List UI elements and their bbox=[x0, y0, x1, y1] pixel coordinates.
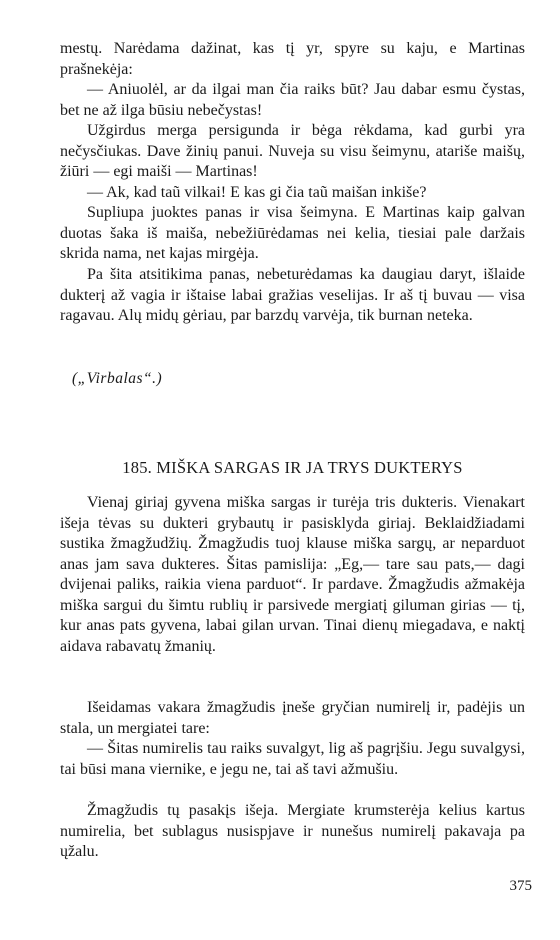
paragraph-dialogue-martinas: — Aniuolėl, ar da ilgai man čia raiks būt? Jau dabar esmu čystas, bet ne až ilga būsiu nebečystas! bbox=[60, 81, 525, 119]
source-citation: („Virbalas“.) bbox=[72, 370, 163, 387]
paragraph-girl-buries: Žmagžudis tų pasakįs išeja. Mergiate krumsterėja kelius kartus numirelia, bet sublagus nusispjave ir nunešus numirelį pakavaja pa ųžalu. bbox=[60, 802, 525, 860]
paragraph-laughter: Supliupa juoktes panas ir visa šeimyna. E Martinas kaip galvan duotas šaka iš maiša, nebežiūrėdamas nei kelia, tiesiai pale daržais skrida nama, net kajas mirgėja. bbox=[60, 204, 525, 262]
paragraph-continued: mestų. Narėdama dažinat, kas tį yr, spyre su kaju, e Martinas prašnekėja: bbox=[60, 40, 525, 78]
paragraph-maid-runs: Užgirdus merga persigunda ir bėga rėkdama, kad gurbi yra nečysčiukas. Dave žinių panui. Nuveja su visu šeimynu, atariše maišų, žiūri — egi maiši — Martinas! bbox=[60, 122, 525, 180]
paragraph-corpse-brought: Išeidamas vakara žmagžudis įneše gryčian numirelį ir, padėjis un stala, un mergiatei tare: bbox=[60, 699, 525, 737]
paragraph-lord-exclaims: — Ak, kad taũ vilkai! E kas gi čia taũ maišan inkiše? bbox=[87, 184, 427, 201]
page-number: 375 bbox=[509, 878, 532, 894]
story-title: 185. MIŠKA SARGAS IR JA TRYS DUKTERYS bbox=[122, 458, 463, 477]
paragraph-wedding: Pa šita atsitikima panas, nebeturėdamas ka daugiau daryt, išlaide dukterį až vagia ir ištaise labai gražias veselijas. Ir aš tį buvau — visa ragavau. Alų midų gėriau, par barzdų varvėja, tik burnan neteka. bbox=[60, 266, 525, 324]
paragraph-forester-daughters: Vienaj giriaj gyvena miška sargas ir turėja tris dukteris. Vienakart išeja tėvas su dukteri grybautų ir pasisklyda giriaj. Beklaidžiadami sustika žmagžudžių. Žmagžudis tuoj klause miška sargų, ar neparduot anas jam sava dukteres. Šitas pamislija: „Eg,— tare sau pats,— dagi dvijenai paliks, raikia viena parduot“. Ir pardave. Žmagžudis ažmakėja miška sargui du šimtu rublių ir parsivede mergiatį giluman girias — tį, kur anas pats gyvena, labai gilan urvan. Tinai dienų miegadava, e naktį aidava rabavatų žmanių. bbox=[60, 494, 525, 655]
paragraph-robber-threat: — Šitas numirelis tau raiks suvalgyt, lig aš pagrįšiu. Jegu suvalgysi, tai būsi mana viernike, e jegu ne, tai aš tavi ažmušiu. bbox=[60, 740, 525, 778]
